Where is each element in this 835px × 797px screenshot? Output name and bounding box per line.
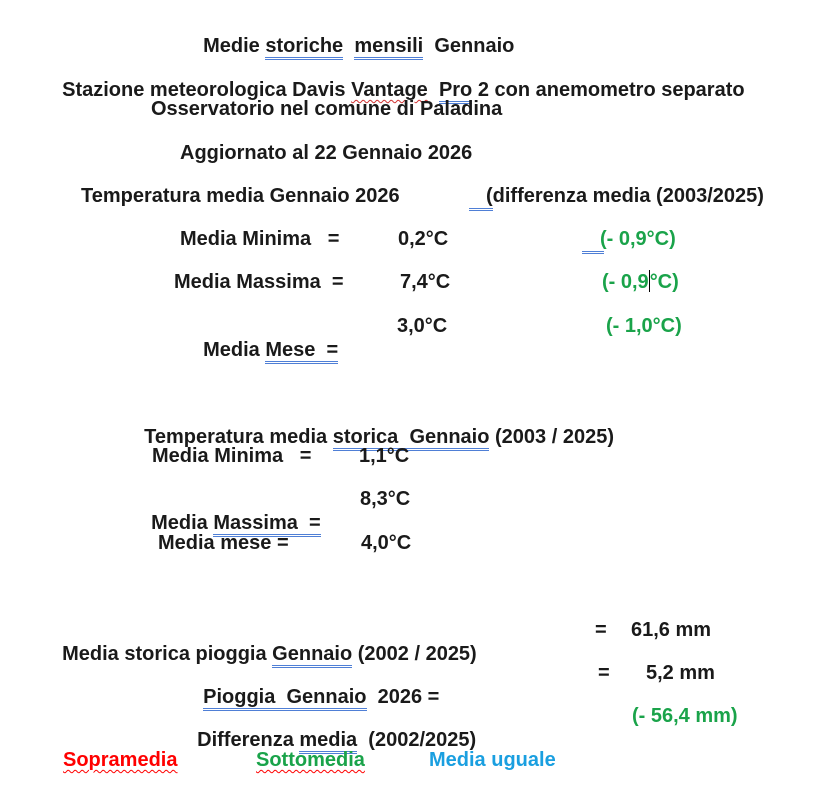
historic-heading-range: (2003 / 2025) xyxy=(489,426,614,448)
historic-heading xyxy=(133,401,614,449)
title-prefix: Medie xyxy=(203,35,266,57)
historic-max-label xyxy=(140,487,321,535)
historic-heading-gennaio: Gennaio xyxy=(409,426,489,451)
current-heading: Temperatura media Gennaio 2026 xyxy=(81,185,400,207)
rain-current-equals: = xyxy=(598,662,610,684)
historic-mese-value: 4,0°C xyxy=(361,532,412,554)
historic-min-label: Media Minima = xyxy=(152,445,312,467)
historic-mese-label: Media mese = xyxy=(158,532,289,554)
rain-current-label xyxy=(192,661,439,709)
rain-historic-equals: = xyxy=(595,619,607,641)
station-word-pro: Pro xyxy=(439,79,472,104)
observatory-line: Osservatorio nel comune di Paladina xyxy=(151,98,503,120)
historic-heading-a: Temperatura media xyxy=(144,426,333,448)
updated-line: Aggiornato al 22 Gennaio 2026 xyxy=(180,142,473,164)
current-max-diff xyxy=(602,270,679,294)
current-max-diff-part2: °C) xyxy=(649,271,679,293)
current-min-value: 0,2°C xyxy=(398,228,449,250)
station-prefix: Stazione meteorologica Davis xyxy=(62,79,352,101)
historic-max-label-a: Media xyxy=(151,512,214,534)
current-diff-heading: (differenza media (2003/2025) xyxy=(486,185,764,207)
rain-historic-label-range: (2002 / 2025) xyxy=(352,643,477,665)
station-word-vantage: Vantage xyxy=(351,79,428,101)
station-line xyxy=(51,54,745,102)
historic-max-label-word: Massima xyxy=(213,512,298,537)
current-max-label: Media Massima = xyxy=(174,271,344,293)
current-mese-label-a: Media xyxy=(203,339,266,361)
station-suffix: 2 con anemometro separato xyxy=(472,79,745,101)
historic-max-value: 8,3°C xyxy=(360,488,411,510)
rain-current-label-year: 2026 = xyxy=(366,686,440,708)
legend-below-text: Sottomedia xyxy=(256,749,365,771)
title-word-storiche: storiche xyxy=(265,35,343,60)
rain-historic-label xyxy=(51,618,477,666)
rain-current-value: 5,2 mm xyxy=(646,662,715,684)
historic-max-label-eq: = xyxy=(298,512,321,537)
legend-above-text: Sopramedia xyxy=(63,749,178,771)
rain-diff-value: (- 56,4 mm) xyxy=(632,705,738,727)
rain-historic-label-gennaio: Gennaio xyxy=(272,643,352,668)
title-word-mensili: mensili xyxy=(354,35,423,60)
rain-current-label-pioggia: Pioggia xyxy=(203,686,275,711)
legend-below xyxy=(256,748,365,772)
rain-historic-value: 61,6 mm xyxy=(631,619,712,641)
rain-diff-label xyxy=(186,704,476,752)
current-mese-label-eq: = xyxy=(315,339,338,364)
page-title xyxy=(192,10,514,58)
current-mese-diff: (- 1,0°C) xyxy=(606,315,682,337)
historic-min-value: 1,1°C xyxy=(359,445,410,467)
rain-historic-label-a: Media storica pioggia xyxy=(62,643,273,665)
current-mese-label xyxy=(192,314,338,362)
current-mese-value: 3,0°C xyxy=(397,315,448,337)
legend-equal: Media uguale xyxy=(429,749,556,771)
current-mese-label-word: Mese xyxy=(265,339,315,364)
historic-heading-storica: storica xyxy=(333,426,399,451)
legend-above xyxy=(63,748,177,772)
rain-diff-label-a: Differenza xyxy=(197,729,300,751)
current-min-label: Media Minima = xyxy=(180,228,340,250)
title-suffix: Gennaio xyxy=(423,35,515,57)
rain-diff-label-range: (2002/2025) xyxy=(357,729,477,751)
rain-current-label-gennaio: Gennaio xyxy=(286,686,366,711)
current-max-diff-part1: (- 0,9 xyxy=(602,271,649,293)
rain-diff-label-media: media xyxy=(299,729,357,754)
current-max-value: 7,4°C xyxy=(400,271,451,293)
current-min-diff: (- 0,9°C) xyxy=(600,228,676,250)
